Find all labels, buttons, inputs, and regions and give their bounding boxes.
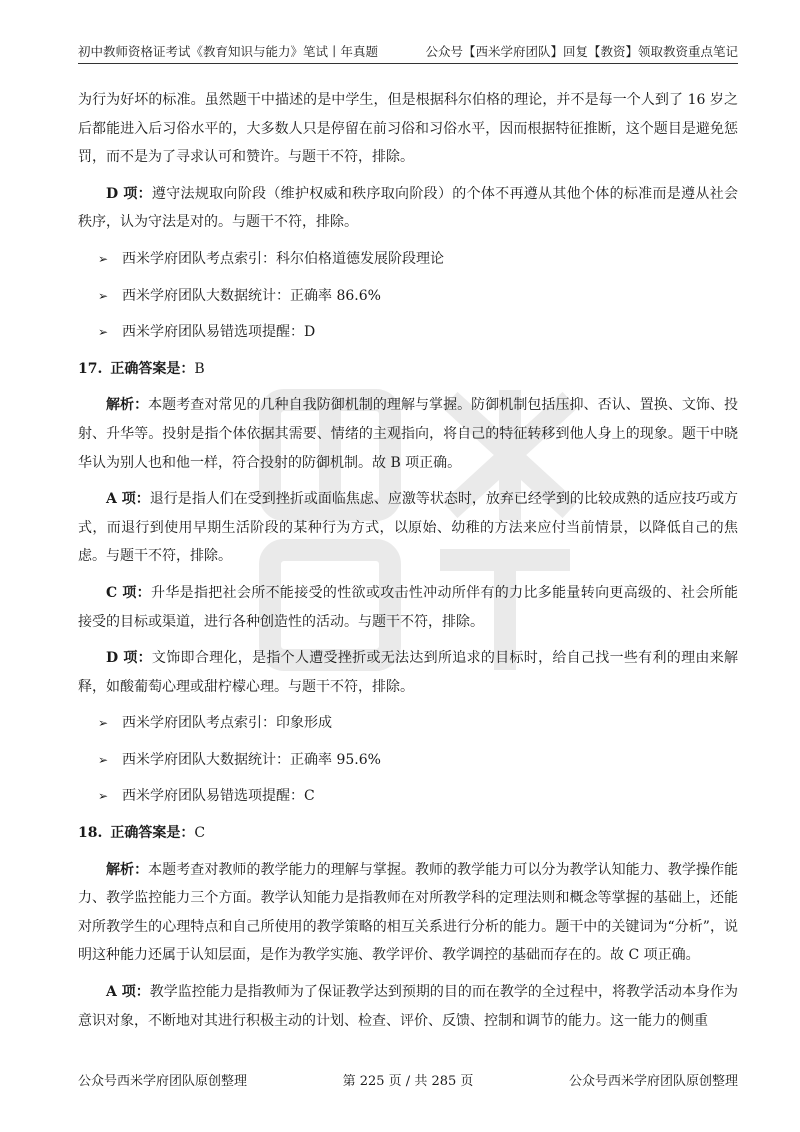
page-footer: [78, 1070, 738, 1089]
q17-option-a: [78, 485, 738, 571]
q17-answer: [78, 355, 738, 384]
q18-option-a: [78, 978, 738, 1035]
q17-option-c-label: C 项：: [106, 584, 151, 601]
q17-option-c: [78, 579, 738, 636]
q17-option-a-label: A 项：: [106, 491, 150, 508]
q18-answer-value: C: [194, 825, 206, 842]
q18-option-a-text: 教学监控能力是指教师为了保证教学达到预期的目的而在教学的全过程中，将教学活动本身作为意识对象，不断地对其进行积极主动的计划、检查、评价、反馈、控制和调节的能力。这一能力的侧重: [78, 984, 738, 1029]
page-header: [78, 38, 738, 64]
q18-analysis: [78, 856, 738, 970]
page-number: 第 225 页 / 共 285 页: [342, 1074, 474, 1089]
q18-analysis-label: 解析：: [106, 861, 149, 878]
q16-option-d-text: 遵守法规取向阶段（维护权威和秩序取向阶段）的个体不再遵从其他个体的标准而是遵从社会秩序，认为守法是对的。与题干不符，排除。: [78, 185, 738, 231]
q16-bullet-text: 西米学府团队大数据统计：正确率 86.6%: [122, 287, 381, 304]
q16-bullet-1: [78, 245, 738, 274]
q16-bullet-2: [78, 282, 738, 311]
q17-option-a-text: 退行是指人们在受到挫折或面临焦虑、应激等状态时，放弃已经学到的比较成熟的适应技巧或方式，而退行到使用早期生活阶段的某种行为方式，以原始、幼稚的方法来应付当前情景，以降低自己的焦虑。与题干不符，排除。: [78, 491, 738, 565]
q17-option-d: [78, 644, 738, 701]
q17-analysis-label: 解析：: [106, 397, 149, 414]
q17-analysis-text: 本题考查对常见的几种自我防御机制的理解与掌握。防御机制包括压抑、否认、置换、文饰、投射、升华等。投射是指个体依据其需要、情绪的主观指向，将自己的特征转移到他人身上的现象。题干中晓华认为别人也和他一样，符合投射的防御机制。故 B 项正确。: [78, 397, 739, 471]
q18-answer: [78, 819, 738, 848]
arrow-bullet-icon: ➢: [98, 325, 109, 340]
q18-number: 18.: [78, 825, 103, 842]
header-left-text: 初中教师资格证考试《教育知识与能力》笔试丨年真题: [78, 44, 379, 59]
q17-bullet-3: [78, 782, 738, 811]
q16-option-d: [78, 180, 738, 237]
q17-bullet-text: 西米学府团队考点索引：印象形成: [122, 715, 332, 732]
q17-bullet-1: [78, 709, 738, 738]
header-right-text: 公众号【西米学府团队】回复【教资】领取教资重点笔记: [425, 44, 738, 59]
q17-option-d-label: D 项：: [106, 650, 152, 667]
q17-bullet-text: 西米学府团队大数据统计：正确率 95.6%: [122, 751, 381, 768]
q17-analysis: [78, 391, 738, 477]
q18-answer-label: 正确答案是：: [110, 825, 195, 842]
q17-option-d-text: 文饰即合理化，是指个人遭受挫折或无法达到所追求的目标时，给自己找一些有利的理由来解释，如酸葡萄心理或甜柠檬心理。与题干不符，排除。: [78, 650, 738, 695]
q18-analysis-text: 本题考查对教师的教学能力的理解与掌握。教师的教学能力可以分为教学认知能力、教学操作能力、教学监控能力三个方面。教学认知能力是指教师在对所教学科的定理法则和概念等掌握的基础上，还能对所教学生的心理特点和自己所使用的教学策略的相互关系进行分析的能力。题干中的关键词为“分析”，说明这种能力还属于认知层面，是作为教学实施、教学评价、教学调控的基础而存在的。故 C 项正确。: [78, 861, 739, 964]
arrow-bullet-icon: ➢: [98, 716, 109, 731]
q16-continuation: 为行为好坏的标准。虽然题干中描述的是中学生，但是根据科尔伯格的理论，并不是每一个人到了 16 岁之后都能进入后习俗水平的，大多数人只是停留在前习俗和习俗水平，因而根据特征推断，这个题目是避免惩罚，而不是为了寻求认可和赞许。与题干不符，排除。: [78, 92, 738, 166]
footer-right-text: 公众号西米学府团队原创整理: [568, 1074, 738, 1089]
q17-bullet-2: [78, 746, 738, 775]
q17-answer-label: 正确答案是：: [110, 360, 195, 377]
q17-number: 17.: [78, 360, 103, 377]
document-body: [78, 86, 738, 1043]
footer-left-text: 公众号西米学府团队原创整理: [78, 1074, 248, 1089]
q18-option-a-label: A 项：: [106, 984, 150, 1001]
q16-bullet-text: 西米学府团队易错选项提醒：D: [122, 324, 316, 341]
q17-option-c-text: 升华是指把社会所不能接受的性欲或攻击性冲动所伴有的力比多能量转向更高级的、社会所能接受的目标或渠道，进行各种创造性的活动。与题干不符，排除。: [78, 584, 738, 630]
arrow-bullet-icon: ➢: [98, 789, 109, 804]
arrow-bullet-icon: ➢: [98, 251, 109, 266]
arrow-bullet-icon: ➢: [98, 288, 109, 303]
arrow-bullet-icon: ➢: [98, 752, 109, 767]
q16-bullet-3: [78, 318, 738, 347]
q16-bullet-text: 西米学府团队考点索引：科尔伯格道德发展阶段理论: [122, 250, 444, 267]
q17-bullet-text: 西米学府团队易错选项提醒：C: [122, 788, 315, 805]
q16-option-d-label: D 项：: [106, 185, 152, 202]
q17-answer-value: B: [194, 360, 205, 377]
